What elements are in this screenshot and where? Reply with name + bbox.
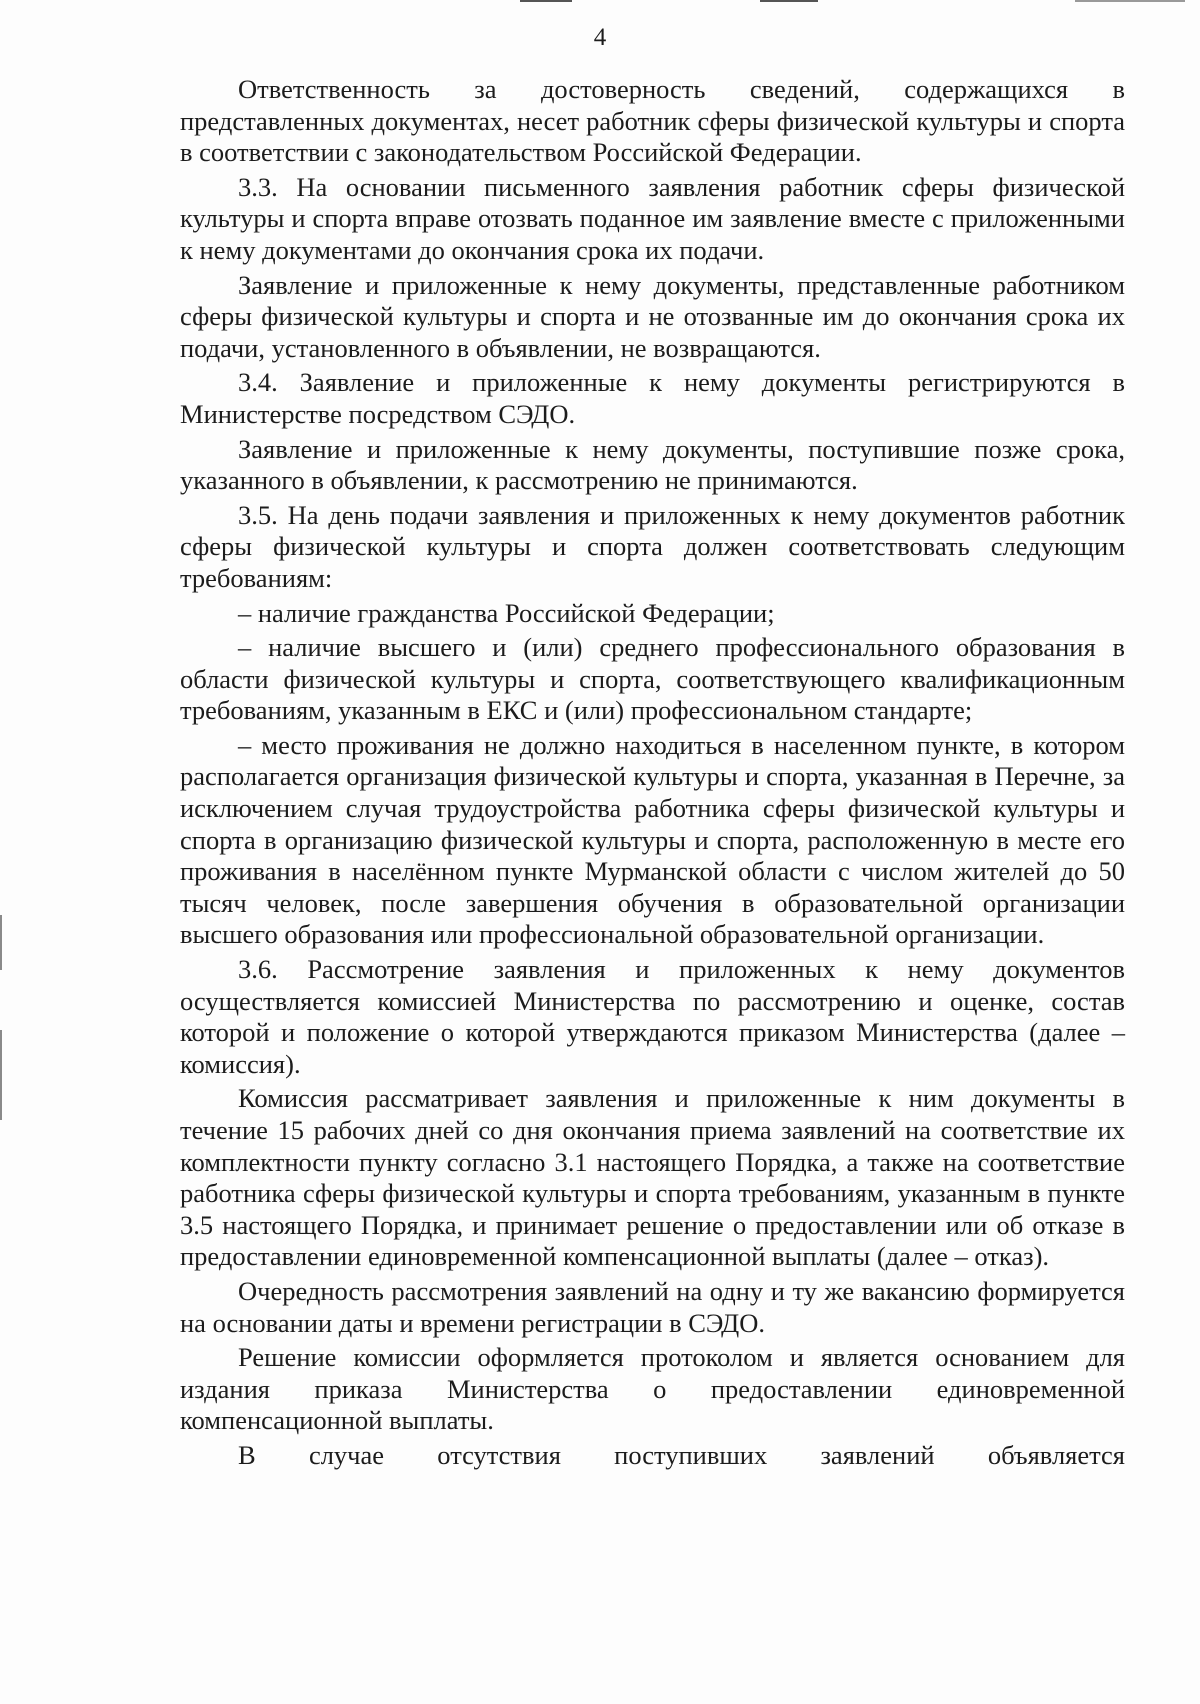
requirement-citizenship: – наличие гражданства Российской Федерации; xyxy=(238,597,775,628)
paragraph-3-5: 3.5. На день подачи заявления и приложенных к нему документов работник сферы физической культуры и спорта должен соответствовать следующим требованиям: xyxy=(180,499,1125,593)
requirement-residence: – место проживания не должно находиться в населенном пункте, в котором располагается организация физической культуры и спорта, указанная в Перечне, за исключением случая трудоустройства работника сферы физической культуры и спорта в организацию физической культуры и спорта, расположенную в месте его проживания в населённом пункте Мурманской области с числом жителей до 50 тысяч человек, после завершения обучения в образовательной организации высшего образования или профессиональной образовательной организации. xyxy=(180,729,1125,950)
page-number: 4 xyxy=(593,24,607,51)
requirement-education: – наличие высшего и (или) среднего профессионального образования в области физической культуры и спорта, соответствующего квалификационным требованиям, указанным в ЕКС и (или) профессиональном стандарте; xyxy=(180,632,1125,726)
scan-artifact-mark xyxy=(760,0,818,2)
scan-edge-mark xyxy=(0,915,2,970)
paragraph-not-returned: Заявление и приложенные к нему документы, представленные работником сферы физической культуры и спорта и не отозванные им до окончания срока их подачи, установленного в объявлении, не возвращаются. xyxy=(180,269,1125,363)
paragraph-commission-review: Комиссия рассматривает заявления и приложенные к ним документы в течение 15 рабочих дней со дня окончания приема заявлений на соответствие их комплектности пункту согласно 3.1 настоящего Порядка, а также на соответствие работника сферы физической культуры и спорта требованиям, указанным в пункте 3.5 настоящего Порядка, и принимает решение о предоставлении или об отказе в предоставлении единовременной компенсационной выплаты (далее – отказ). xyxy=(180,1083,1125,1272)
document-body xyxy=(180,74,1125,1472)
paragraph-late-submission: Заявление и приложенные к нему документы, поступившие позже срока, указанного в объявлении, к рассмотрению не принимаются. xyxy=(180,433,1125,496)
scan-artifact-mark xyxy=(1075,0,1185,2)
paragraph-3-3: 3.3. На основании письменного заявления работник сферы физической культуры и спорта вправе отозвать поданное им заявление вместе с приложенными к нему документами до окончания срока их подачи. xyxy=(180,171,1125,265)
scan-artifact-mark xyxy=(520,0,572,2)
paragraph-responsibility: Ответственность за достоверность сведений, содержащихся в представленных документах, несет работник сферы физической культуры и спорта в соответствии с законодательством Российской Федерации. xyxy=(180,74,1125,168)
paragraph-3-6: 3.6. Рассмотрение заявления и приложенных к нему документов осуществляется комиссией Министерства по рассмотрению и оценке, состав которой и положение о которой утверждаются приказом Министерства (далее – комиссия). xyxy=(180,954,1125,1079)
paragraph-no-applications: В случае отсутствия поступивших заявлений объявляется xyxy=(238,1439,1125,1470)
scan-edge-mark xyxy=(0,1030,2,1120)
paragraph-3-4: 3.4. Заявление и приложенные к нему документы регистрируются в Министерстве посредством СЭДО. xyxy=(180,367,1125,429)
paragraph-commission-decision: Решение комиссии оформляется протоколом и является основанием для издания приказа Министерства о предоставлении единовременной компенсационной выплаты. xyxy=(180,1342,1125,1436)
paragraph-queue-order: Очередность рассмотрения заявлений на одну и ту же вакансию формируется на основании даты и времени регистрации в СЭДО. xyxy=(180,1275,1125,1338)
